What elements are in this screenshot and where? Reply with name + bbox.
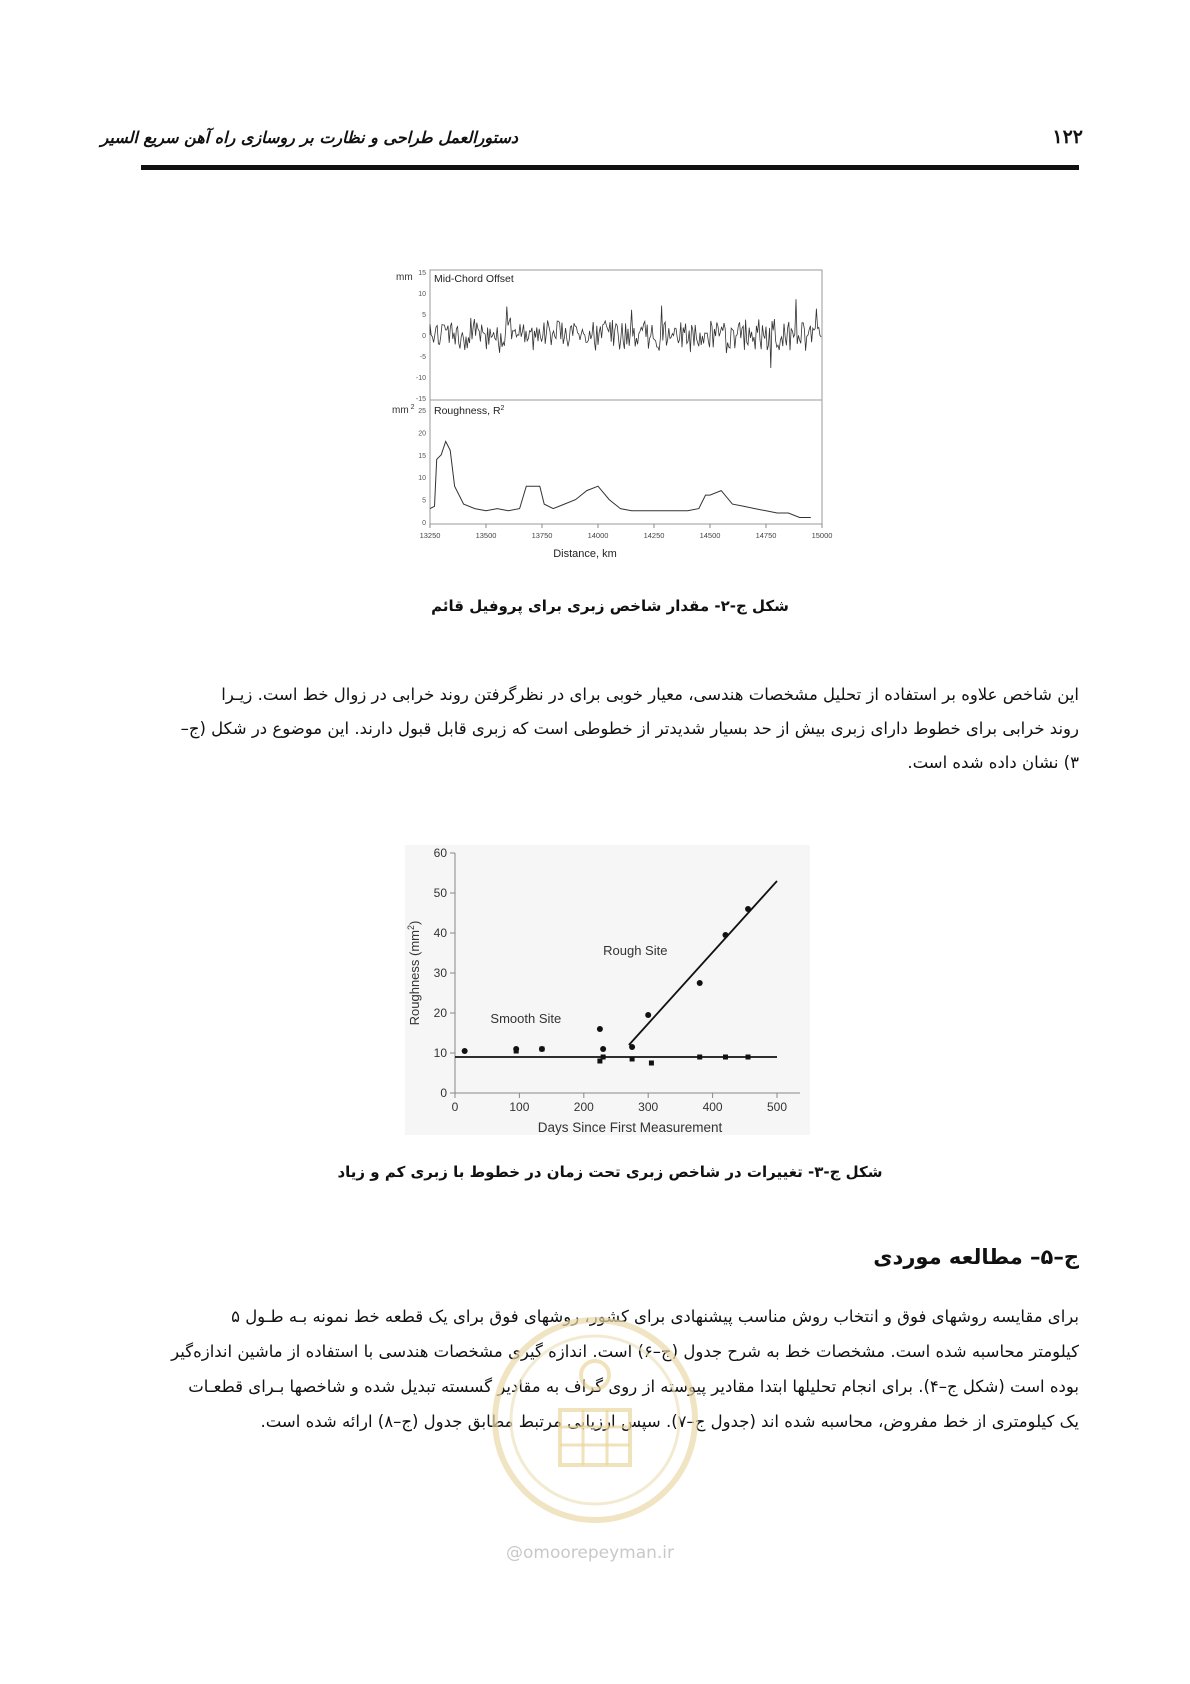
watermark-seal-logo [490,1315,700,1525]
x-tick-label: 14000 [587,531,609,540]
roughness-curve [430,441,811,517]
figure-mid-chord-roughness [380,260,840,560]
x-tick-label: 100 [509,1100,530,1114]
distance-x-ticks [420,524,833,540]
series-annotation-label: Rough Site [603,943,668,958]
rough-site-point [745,906,751,912]
bottom-panel-unit: mm $^2$ [392,404,415,416]
x-tick-label: 400 [702,1100,723,1114]
top-y-tick-label: -15 [415,396,426,403]
top-y-tick-label: -10 [415,375,426,382]
top-y-tick-label: 15 [418,270,426,277]
x-tick-label: 14750 [755,531,777,540]
smooth-site-point [539,1047,544,1052]
y-tick-label: 30 [433,966,447,980]
top-y-tick-label: -5 [419,354,426,361]
bottom-y-tick-label: 10 [418,475,426,483]
paragraph-1-line-1: این شاخص علاوه بر استفاده از تحلیل مشخصات هندسی، معیار خوبی برای در نظرگرفتن روند خرابی در زوال خط است. زیـرا [221,685,1079,704]
smooth-site-point [630,1057,635,1062]
x-tick-label: 0 [451,1100,459,1114]
paragraph-2-line-3: بوده است (شکل ج–۴). برای انجام تحلیلها ابتدا مقادیر پیوسته از روی گراف به مقادیر گسسته تبدیل شده و شاخصها بـرای قطعـات [188,1377,1079,1396]
page-number: ۱۲۲ [1052,126,1083,148]
paragraph-2-line-4: یک کیلومتری از خط مفروض، محاسبه شده اند (جدول ج–۷). سپس ارزیابی مرتبط مطابق جدول (ج–۸) ارائه شده است. [260,1412,1079,1431]
top-panel-label: Mid-Chord Offset [434,273,514,285]
distance-axis-label: Distance, km [553,548,617,560]
bottom-y-tick-label: 20 [418,430,426,438]
bottom-panel-label: Roughness, $R^2$ [434,405,505,417]
smooth-site-point [746,1055,751,1060]
rough-site-point [722,932,728,938]
y-axis-label: Roughness $(mm^2)$ [406,920,422,1026]
paragraph-2-line-2: کیلومتر محاسبه شده است. مشخصات خط به شرح جدول (ج–۶) است. اندازه گیری مشخصات هندسی با استفاده از ماشین اندازه‌گیر [171,1342,1079,1361]
x-tick-label: 13750 [531,531,553,540]
x-tick-label: 300 [638,1100,659,1114]
smooth-site-point [649,1061,654,1066]
chart-background [405,845,810,1135]
y-tick-label: 40 [433,926,447,940]
x-tick-label: 500 [766,1100,788,1114]
section-heading: ج–۵– مطالعه موردی [873,1245,1079,1269]
rough-site-point [697,980,703,986]
rough-site-point [597,1026,603,1032]
top-y-tick-label: 0 [422,333,426,340]
smooth-site-point [723,1055,728,1060]
top-panel-y-ticks [416,270,426,403]
y-tick-label: 10 [433,1046,447,1060]
bottom-y-tick-label: 0 [422,520,426,527]
bottom-panel-y-ticks [418,408,426,527]
bottom-y-tick-label: 25 [418,408,426,415]
rough-site-point [645,1012,651,1018]
x-tick-label: 14500 [699,531,721,540]
paragraph-1-line-3: ۳) نشان داده شده است. [907,753,1079,772]
smooth-site-point [601,1055,606,1060]
rough-site-point [462,1048,468,1054]
x-tick-label: 15000 [811,531,833,540]
figure2-caption: شکل ج-۳- تغییرات در شاخص زبری تحت زمان در خطوط با زبری کم و زیاد [337,1163,883,1181]
bottom-y-tick-label: 5 [422,497,426,505]
rough-site-point [629,1044,635,1050]
top-y-tick-label: 10 [418,291,426,298]
running-header-title: دستورالعمل طراحی و نظارت بر روسازی راه آهن سریع السیر [100,128,518,147]
x-tick-label: 13500 [475,531,497,540]
rough-site-point [600,1046,606,1052]
y-tick-label: 0 [440,1086,447,1100]
x-tick-label: 13250 [419,531,441,540]
y-tick-label: 20 [433,1006,447,1020]
smooth-site-point [697,1055,702,1060]
paragraph-1-line-2: روند خرابی برای خطوط دارای زبری بیش از حد بسیار شدیدتر از خطوطی است که زبری قابل قبول دارند. این موضوع در شکل (ج– [180,719,1079,738]
watermark-text: @omoorepeyman.ir [505,1543,675,1563]
roughness-vs-days-chart [405,845,810,1135]
x-tick-label: 200 [573,1100,594,1114]
top-panel-unit: mm [396,272,413,283]
series-annotation-label: Smooth Site [490,1011,562,1026]
figure1-caption: شکل ج-۲- مقدار شاخص زبری برای پروفیل قائم [431,597,789,615]
y-tick-label: 50 [433,886,447,900]
x-axis-label: Days Since First Measurement [537,1120,723,1135]
y-tick-label: 60 [433,846,447,860]
mid-chord-offset-signal [430,299,821,368]
header-rule [141,165,1079,170]
paragraph-2-line-1: برای مقایسه روشهای فوق و انتخاب روش مناسب پیشنهادی برای کشور، روشهای فوق برای یک قطعه خط نمونه بـه طـول ۵ [231,1307,1079,1326]
x-tick-label: 14250 [643,531,665,540]
bottom-y-tick-label: 15 [418,452,426,460]
smooth-site-point [514,1049,519,1054]
bottom-panel-frame [430,400,822,524]
top-y-tick-label: 5 [422,312,426,319]
